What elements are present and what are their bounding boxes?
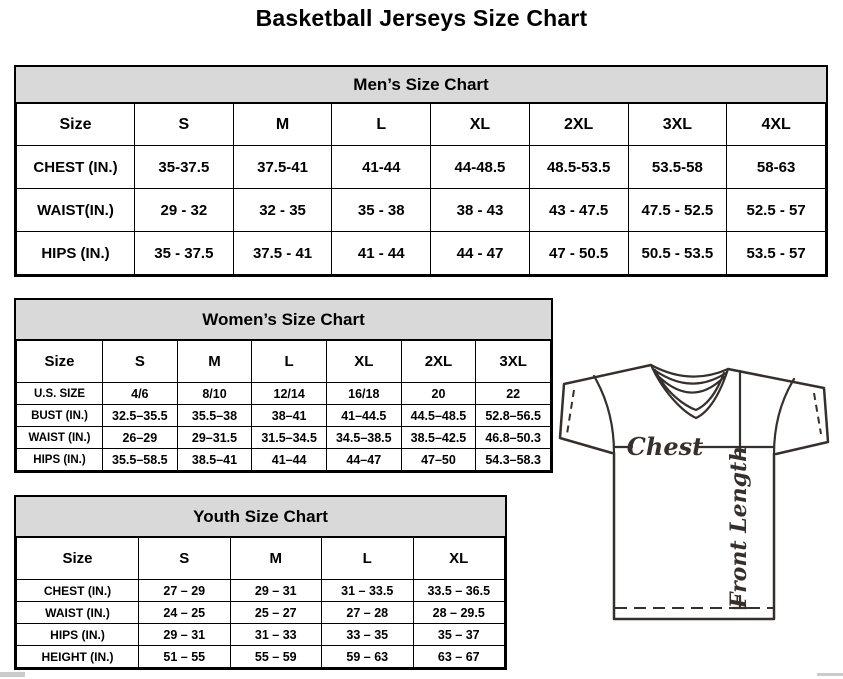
size-label-header: L [252,341,327,383]
measurement-value: 46.8–50.3 [476,427,551,449]
measurement-value: 59 – 63 [322,646,414,668]
size-label-header: M [233,104,332,146]
measurement-value: 58-63 [727,146,826,189]
measurement-row [17,449,551,471]
jersey-left-armhole-seam [594,376,614,453]
size-label-header: XL [326,341,401,383]
measurement-value: 37.5-41 [233,146,332,189]
measurement-value: 48.5-53.5 [529,146,628,189]
measurement-value: 63 – 67 [413,646,505,668]
measurement-value: 8/10 [177,383,252,405]
measurement-value: 35.5–58.5 [103,449,178,471]
measurement-value: 24 – 25 [139,602,231,624]
measurement-value: 27 – 28 [322,602,414,624]
measurement-value: 44 - 47 [431,232,530,275]
measurement-value: 35.5–38 [177,405,252,427]
measurement-value: 31 – 33.5 [322,580,414,602]
mens-size-chart-section [14,65,828,277]
horizontal-scrollbar-fragment-right[interactable] [817,673,843,676]
mens-size-chart-title: Men’s Size Chart [16,67,826,103]
measurement-row-label: HIPS (IN.) [17,449,103,471]
column-header-row [17,538,505,580]
measurement-value: 47 - 50.5 [529,232,628,275]
measurement-value: 26–29 [103,427,178,449]
measurement-value: 52.8–56.5 [476,405,551,427]
measurement-value: 38–41 [252,405,327,427]
jersey-diagram-svg [558,360,832,628]
size-column-header: Size [17,341,103,383]
measurement-value: 4/6 [103,383,178,405]
size-label-header: 2XL [401,341,476,383]
youth-size-chart-section [14,495,507,670]
womens-size-table [16,340,551,471]
jersey-right-armhole-seam [774,379,794,454]
measurement-value: 53.5-58 [628,146,727,189]
measurement-row-label: BUST (IN.) [17,405,103,427]
size-label-header: 3XL [476,341,551,383]
measurement-value: 29 - 32 [135,189,234,232]
measurement-value: 41 - 44 [332,232,431,275]
horizontal-scrollbar-fragment-left[interactable] [0,672,25,677]
measurement-value: 38 - 43 [431,189,530,232]
size-label-header: L [332,104,431,146]
measurement-value: 27 – 29 [139,580,231,602]
measurement-value: 12/14 [252,383,327,405]
measurement-value: 29 – 31 [139,624,231,646]
mens-size-table [16,103,826,275]
column-header-row [17,104,826,146]
measurement-row [17,232,826,275]
size-label-header: M [230,538,322,580]
measurement-value: 52.5 - 57 [727,189,826,232]
size-label-header: 4XL [727,104,826,146]
jersey-right-cuff-dashes [814,393,821,434]
measurement-row [17,189,826,232]
measurement-row-label: HIPS (IN.) [17,624,139,646]
size-column-header: Size [17,104,135,146]
measurement-value: 41–44 [252,449,327,471]
jersey-right-sleeve-outline [728,369,828,454]
measurement-value: 38.5–42.5 [401,427,476,449]
measurement-value: 44–47 [326,449,401,471]
measurement-row [17,602,505,624]
front-length-label: Front Length [726,445,752,609]
size-label-header: S [139,538,231,580]
chest-label: Chest [626,432,704,461]
measurement-row-label: HEIGHT (IN.) [17,646,139,668]
measurement-value: 35-37.5 [135,146,234,189]
measurement-value: 44.5–48.5 [401,405,476,427]
measurement-value: 38.5–41 [177,449,252,471]
youth-size-chart-title: Youth Size Chart [16,497,505,537]
measurement-value: 54.3–58.3 [476,449,551,471]
measurement-value: 53.5 - 57 [727,232,826,275]
measurement-value: 47–50 [401,449,476,471]
measurement-value: 29 – 31 [230,580,322,602]
measurement-value: 37.5 - 41 [233,232,332,275]
measurement-value: 51 – 55 [139,646,231,668]
womens-size-chart-title: Women’s Size Chart [16,300,551,340]
measurement-value: 29–31.5 [177,427,252,449]
size-column-header: Size [17,538,139,580]
measurement-row-label: HIPS (IN.) [17,232,135,275]
measurement-row-label: WAIST (IN.) [17,427,103,449]
size-label-header: 3XL [628,104,727,146]
measurement-row [17,383,551,405]
size-label-header: M [177,341,252,383]
measurement-value: 50.5 - 53.5 [628,232,727,275]
size-label-header: S [103,341,178,383]
measurement-value: 22 [476,383,551,405]
measurement-row [17,427,551,449]
size-label-header: XL [431,104,530,146]
measurement-value: 20 [401,383,476,405]
youth-size-table [16,537,505,668]
measurement-value: 31 – 33 [230,624,322,646]
size-label-header: XL [413,538,505,580]
size-label-header: S [135,104,234,146]
measurement-value: 31.5–34.5 [252,427,327,449]
measurement-value: 43 - 47.5 [529,189,628,232]
measurement-value: 25 – 27 [230,602,322,624]
measurement-value: 35 - 37.5 [135,232,234,275]
measurement-row-label: WAIST (IN.) [17,602,139,624]
measurement-value: 34.5–38.5 [326,427,401,449]
jersey-measurement-diagram [558,360,832,628]
measurement-row-label: CHEST (IN.) [17,146,135,189]
measurement-row [17,646,505,668]
measurement-value: 32.5–35.5 [103,405,178,427]
measurement-row-label: WAIST(IN.) [17,189,135,232]
measurement-value: 32 - 35 [233,189,332,232]
page-title: Basketball Jerseys Size Chart [255,5,588,31]
measurement-value: 47.5 - 52.5 [628,189,727,232]
measurement-value: 55 – 59 [230,646,322,668]
measurement-row [17,146,826,189]
size-label-header: L [322,538,414,580]
measurement-row-label: CHEST (IN.) [17,580,139,602]
measurement-row [17,580,505,602]
measurement-row [17,405,551,427]
measurement-value: 28 – 29.5 [413,602,505,624]
measurement-value: 44-48.5 [431,146,530,189]
column-header-row [17,341,551,383]
measurement-row-label: U.S. SIZE [17,383,103,405]
measurement-value: 33 – 35 [322,624,414,646]
measurement-value: 41–44.5 [326,405,401,427]
size-label-header: 2XL [529,104,628,146]
measurement-value: 35 - 38 [332,189,431,232]
measurement-value: 33.5 – 36.5 [413,580,505,602]
measurement-value: 41-44 [332,146,431,189]
measurement-row [17,624,505,646]
jersey-left-cuff-dashes [567,390,574,434]
measurement-value: 35 – 37 [413,624,505,646]
womens-size-chart-section [14,298,553,473]
measurement-value: 16/18 [326,383,401,405]
